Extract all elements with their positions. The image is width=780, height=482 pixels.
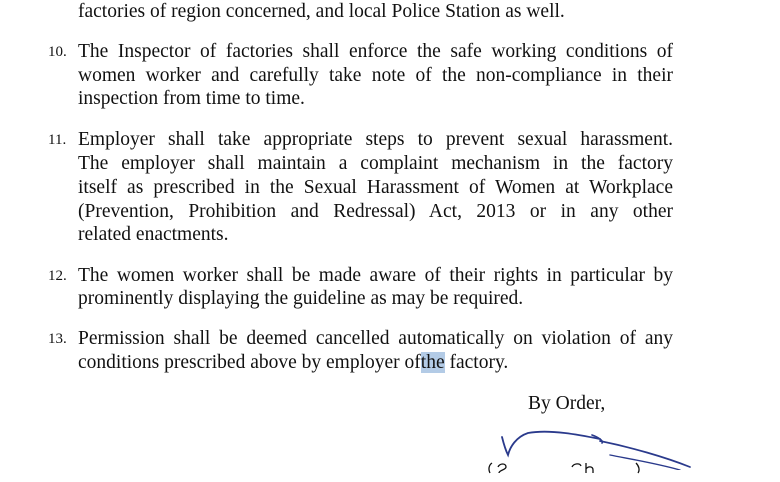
- item-number: 10.: [48, 44, 67, 60]
- item-text-line: The employer shall maintain a complaint mechanism in the factory: [78, 153, 673, 174]
- line-text-after: factory.: [444, 352, 509, 373]
- cutoff-text-glyphs: [486, 461, 646, 475]
- item-text-line: women worker and carefully take note of the non-compliance in their: [78, 65, 673, 86]
- item-text-line: related enactments.: [78, 224, 229, 245]
- item-text-line: Permission shall be deemed cancelled automatically on violation of any: [78, 328, 673, 349]
- line-text-before: conditions prescribed above by employer of: [78, 352, 421, 373]
- item-text-line: The women worker shall be made aware of their rights in particular by: [78, 265, 673, 286]
- item-number: 11.: [48, 132, 67, 148]
- sign-off: By Order,: [528, 393, 606, 414]
- item-number: 12.: [48, 268, 67, 284]
- text-selection-highlight[interactable]: the: [420, 352, 445, 373]
- top-fragment-text: factories of region concerned, and local Police Station as well.: [78, 1, 565, 22]
- item-text-line: prominently displaying the guideline as may be required.: [78, 288, 524, 309]
- item-text-line: inspection from time to time.: [78, 88, 305, 109]
- item-text-line: itself as prescribed in the Sexual Harassment of Women at Workplace: [78, 177, 673, 198]
- item-text-line-with-selection: [78, 351, 508, 375]
- signer-name-cutoff: [486, 458, 646, 482]
- item-text-line: The Inspector of factories shall enforce the safe working conditions of: [78, 41, 673, 62]
- item-text-line: Employer shall take appropriate steps to prevent sexual harassment.: [78, 129, 673, 150]
- item-text-line: (Prevention, Prohibition and Redressal) Act, 2013 or in any other: [78, 201, 673, 222]
- item-number: 13.: [48, 331, 67, 347]
